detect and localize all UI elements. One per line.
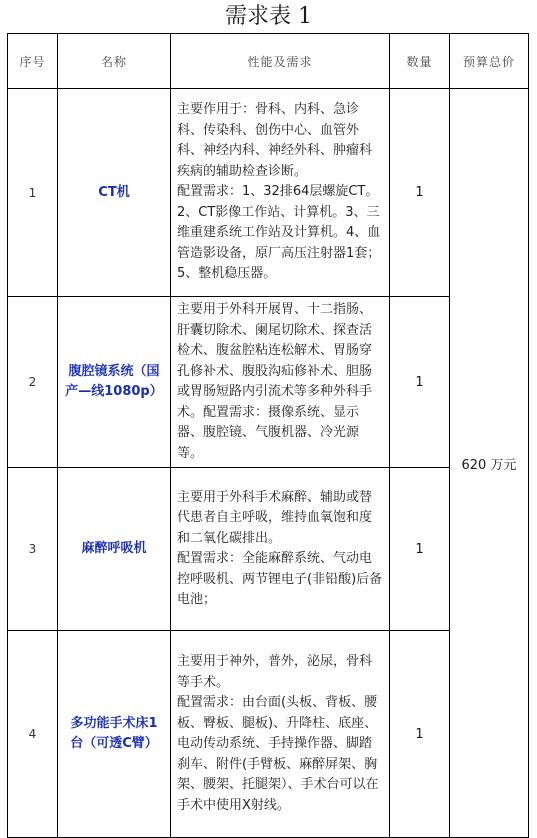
header-spec: 性能及需求	[171, 34, 390, 89]
row-name: 麻醉呼吸机	[58, 468, 171, 631]
table-row	[8, 89, 529, 297]
header-index: 序号	[8, 34, 58, 89]
spec-use: 主要用于神外，普外，泌尿，骨科等手术。	[177, 654, 373, 690]
spec-use: 主要用于外科手术麻醉、辅助或替代患者自主呼吸，维持血氧饱和度和二氧化碳排出。	[177, 489, 373, 546]
table-header-row	[8, 34, 529, 89]
row-qty: 1	[390, 89, 450, 297]
row-qty: 1	[390, 297, 450, 468]
row-spec	[171, 89, 390, 297]
row-name: 多功能手术床1台（可透C臂）	[58, 631, 171, 838]
row-name: CT机	[58, 89, 171, 297]
row-spec	[171, 297, 390, 468]
row-qty: 1	[390, 631, 450, 838]
row-name: 腹腔镜系统（国产—线1080p）	[58, 297, 171, 468]
header-qty: 数量	[390, 34, 450, 89]
row-spec	[171, 631, 390, 838]
row-index: 2	[8, 297, 58, 468]
row-index: 3	[8, 468, 58, 631]
row-qty: 1	[390, 468, 450, 631]
page-title: 需求表 1	[225, 4, 312, 29]
requirements-table	[7, 33, 529, 838]
row-index: 4	[8, 631, 58, 838]
row-spec	[171, 468, 390, 631]
row-index: 1	[8, 89, 58, 297]
spec-use: 主要用于外科开展胃、十二指肠、肝囊切除术、阑尾切除术、探查活检术、腹盆腔粘连松解术、胃肠穿孔修补术、腹股沟疝修补术、胆肠或胃肠短路内引流术等多种外科手术。配置需求：摄像系统、显示器、腹腔镜、气腹机器、冷光源等。	[177, 302, 373, 461]
budget-total: 620 万元	[450, 89, 529, 838]
header-budget: 预算总价	[450, 34, 529, 89]
header-name: 名称	[58, 34, 171, 89]
spec-config: 配置需求：1、32排64层螺旋CT。2、CT影像工作站、计算机。3、三维重建系统工作站及计算机。4、血管造影设备，原厂高压注射器1套；5、整机稳压器。	[177, 184, 381, 282]
spec-config: 配置需求：由台面(头板、背板、腰板、臀板、腿板)、升降柱、底座、电动传动系统、手持操作器、脚踏刹车、附件(手臂板、麻醉屏架、胸架、腰架、托腿架）、手术台可以在手术中使用X射线。	[177, 695, 379, 813]
spec-use: 主要作用于：骨科、内科、急诊科、传染科、创伤中心、血管外科、神经内科、神经外科、肿瘤科疾病的辅助检查诊断。	[177, 102, 373, 179]
spec-config: 配置需求：全能麻醉系统、气动电控呼吸机、两节锂电子(非铅酸)后备电池；	[177, 551, 383, 607]
